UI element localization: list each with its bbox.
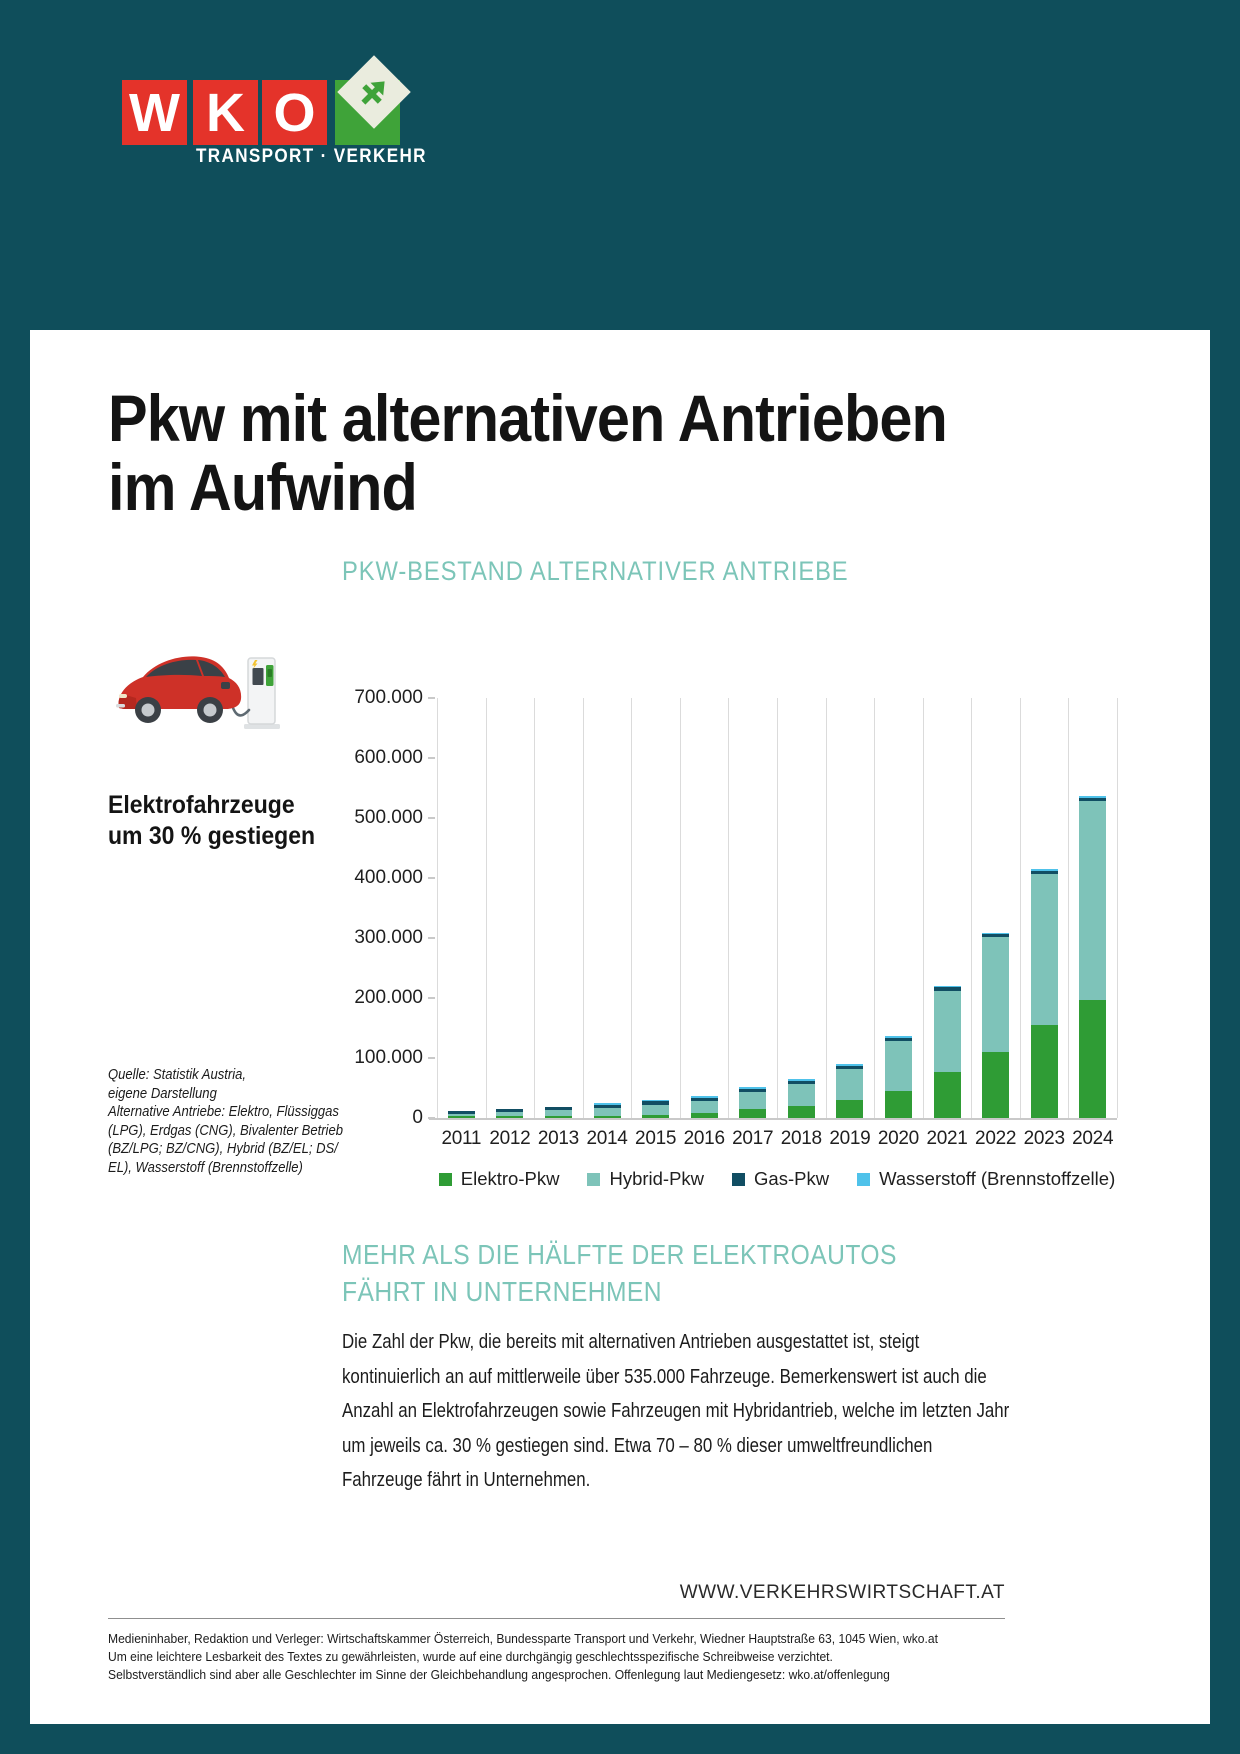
chart-baseline xyxy=(429,1118,1117,1120)
legend-item-Wasserstoff (Brennstoffzelle) xyxy=(857,1168,1115,1190)
wko-logo-letter-w: W xyxy=(122,80,187,145)
bar-segment-Elektro-Pkw xyxy=(982,1052,1009,1118)
chart-gridline xyxy=(680,698,681,1118)
x-axis-label: 2018 xyxy=(780,1128,822,1149)
footer-divider xyxy=(108,1618,1005,1619)
y-axis-label: 600.000 xyxy=(354,747,423,768)
section-heading xyxy=(342,1236,897,1310)
bar-segment-Elektro-Pkw xyxy=(545,1116,572,1118)
bar-2018 xyxy=(788,1079,815,1118)
bar-segment-Hybrid-Pkw xyxy=(594,1108,621,1116)
highlight-text xyxy=(108,790,315,852)
y-axis-tick xyxy=(428,937,435,939)
logo-sub-label: TRANSPORT · VERKEHR xyxy=(196,146,427,167)
chart-gridline xyxy=(437,698,438,1118)
y-axis-label: 500.000 xyxy=(354,807,423,828)
x-axis-label: 2022 xyxy=(975,1128,1017,1149)
legend-item-Hybrid-Pkw xyxy=(587,1168,704,1190)
x-axis-label: 2013 xyxy=(537,1128,579,1149)
bar-segment-Hybrid-Pkw xyxy=(788,1084,815,1106)
x-axis-label: 2014 xyxy=(586,1128,628,1149)
bar-2012 xyxy=(496,1109,523,1118)
y-axis-tick xyxy=(428,1057,435,1059)
bar-segment-Elektro-Pkw xyxy=(448,1116,475,1118)
page-title-line-1: Pkw mit alternativen Antrieben xyxy=(108,381,947,455)
chart-gridline xyxy=(1020,698,1021,1118)
y-axis-tick xyxy=(428,877,435,879)
bar-2017 xyxy=(739,1087,766,1118)
x-axis-label: 2015 xyxy=(635,1128,677,1149)
imprint-line: Selbstverständlich sind aber alle Geschlechter im Sinne der Gleichbehandlung angesprochen. Offenlegung laut Mediengesetz: wko.at/offenlegung xyxy=(108,1667,890,1682)
bar-2024 xyxy=(1079,796,1106,1118)
legend-label: Wasserstoff (Brennstoffzelle) xyxy=(879,1168,1116,1189)
bar-segment-Hybrid-Pkw xyxy=(836,1069,863,1100)
body-paragraph: Die Zahl der Pkw, die bereits mit alternativen Antrieben ausgestattet ist, steigt kontinuierlich an auf mittlerweile über 535.000 Fahrzeuge. Bemerkenswert ist auch die Anzahl an Elektrofahrzeugen sowie Fahrzeugen mit Hybridantrieb, welche im letzten Jahr um jeweils ca. 30 % gestiegen sind. Etwa 70 – 80 % dieser umweltfreundlichen Fahrzeuge fährt in Unternehmen. xyxy=(342,1331,1010,1491)
source-line: eigene Darstellung xyxy=(108,1085,217,1102)
bar-segment-Hybrid-Pkw xyxy=(982,937,1009,1051)
imprint-line: Medieninhaber, Redaktion und Verleger: Wirtschaftskammer Österreich, Bundessparte Transport und Verkehr, Wiedner Hauptstraße 63, 1045 Wien, wko.at xyxy=(108,1631,938,1646)
chart-title: PKW-BESTAND ALTERNATIVER ANTRIEBE xyxy=(342,556,849,586)
bar-segment-Elektro-Pkw xyxy=(739,1109,766,1118)
x-axis-label: 2016 xyxy=(683,1128,725,1149)
chart-gridline xyxy=(826,698,827,1118)
bar-2011 xyxy=(448,1111,475,1118)
y-axis-label: 0 xyxy=(412,1107,423,1128)
y-axis-tick xyxy=(428,697,435,699)
bar-segment-Elektro-Pkw xyxy=(788,1106,815,1119)
bar-2014 xyxy=(594,1103,621,1118)
legend-swatch-icon xyxy=(439,1173,452,1186)
ev-charging-illustration xyxy=(106,628,286,745)
legend-label: Gas-Pkw xyxy=(754,1168,830,1189)
legend-swatch-icon xyxy=(587,1173,600,1186)
chart-legend xyxy=(437,1168,1117,1190)
y-axis-label: 300.000 xyxy=(354,927,423,948)
y-axis-tick xyxy=(428,757,435,759)
x-axis-label: 2021 xyxy=(926,1128,968,1149)
y-axis-tick xyxy=(428,1117,435,1119)
legend-swatch-icon xyxy=(857,1173,870,1186)
bar-segment-Hybrid-Pkw xyxy=(934,991,961,1072)
x-axis-label: 2023 xyxy=(1023,1128,1065,1149)
chart-gridline xyxy=(728,698,729,1118)
y-axis-label: 200.000 xyxy=(354,987,423,1008)
bar-2021 xyxy=(934,986,961,1118)
website-url: WWW.VERKEHRSWIRTSCHAFT.AT xyxy=(679,1582,1005,1603)
ev-car-icon xyxy=(106,628,286,740)
bar-segment-Elektro-Pkw xyxy=(934,1072,961,1118)
legend-item-Gas-Pkw xyxy=(732,1168,829,1190)
bar-2022 xyxy=(982,933,1009,1118)
y-axis-label: 400.000 xyxy=(354,867,423,888)
source-line: (BZ/LPG; BZ/CNG), Hybrid (BZ/EL; DS/ xyxy=(108,1141,338,1157)
bar-segment-Elektro-Pkw xyxy=(691,1113,718,1119)
legend-label: Hybrid-Pkw xyxy=(609,1168,705,1189)
t-arrow-glyph xyxy=(350,68,398,116)
imprint-line: Um eine leichtere Lesbarkeit des Textes zu gewährleisten, wurde auf eine durchgängig geschlechtsspezifische Schreibweise verzichtet. xyxy=(108,1649,833,1664)
source-line: EL), Wasserstoff (Brennstoffzelle) xyxy=(108,1159,303,1176)
x-axis-label: 2020 xyxy=(877,1128,919,1149)
bar-segment-Elektro-Pkw xyxy=(885,1091,912,1118)
bar-segment-Elektro-Pkw xyxy=(1079,1000,1106,1118)
bar-2015 xyxy=(642,1100,669,1118)
chart-gridline xyxy=(1068,698,1069,1118)
chart-gridline xyxy=(777,698,778,1118)
bar-segment-Hybrid-Pkw xyxy=(691,1101,718,1112)
page-title-line-2: im Aufwind xyxy=(108,450,417,524)
y-axis-tick xyxy=(428,997,435,999)
source-line: Quelle: Statistik Austria, xyxy=(108,1067,247,1083)
x-axis-label: 2011 xyxy=(441,1128,482,1149)
wko-logo-letter-k: K xyxy=(193,80,258,145)
bar-segment-Elektro-Pkw xyxy=(836,1100,863,1118)
wko-logo-letter-o: O xyxy=(262,80,327,145)
bar-2020 xyxy=(885,1036,912,1118)
y-axis-tick xyxy=(428,817,435,819)
stacked-bar-chart xyxy=(354,687,1117,1189)
x-axis-label: 2024 xyxy=(1072,1128,1114,1149)
bar-segment-Hybrid-Pkw xyxy=(1079,801,1106,1000)
bar-segment-Hybrid-Pkw xyxy=(642,1105,669,1115)
source-line: (LPG), Erdgas (CNG), Bivalenter Betrieb xyxy=(108,1122,343,1139)
highlight-line-2: um 30 % gestiegen xyxy=(108,822,316,850)
legend-item-Elektro-Pkw xyxy=(439,1168,560,1190)
bar-segment-Hybrid-Pkw xyxy=(739,1092,766,1109)
bar-segment-Elektro-Pkw xyxy=(1031,1025,1058,1118)
bar-segment-Elektro-Pkw xyxy=(496,1116,523,1118)
legend-swatch-icon xyxy=(732,1173,745,1186)
bar-2016 xyxy=(691,1096,718,1118)
content-card xyxy=(30,330,1210,1724)
chart-gridline xyxy=(534,698,535,1118)
chart-gridline xyxy=(923,698,924,1118)
imprint xyxy=(108,1630,945,1684)
legend-label: Elektro-Pkw xyxy=(460,1168,560,1189)
bar-2013 xyxy=(545,1107,572,1118)
section-heading-line-2: FÄHRT IN UNTERNEHMEN xyxy=(342,1276,663,1307)
bar-2023 xyxy=(1031,869,1058,1118)
x-axis-label: 2017 xyxy=(732,1128,774,1149)
page-title xyxy=(108,381,947,524)
chart-gridline xyxy=(874,698,875,1118)
bar-2019 xyxy=(836,1064,863,1118)
bar-segment-Elektro-Pkw xyxy=(642,1115,669,1118)
bar-segment-Hybrid-Pkw xyxy=(885,1041,912,1091)
y-axis-label: 100.000 xyxy=(354,1047,423,1068)
chart-gridline xyxy=(1117,698,1118,1118)
highlight-line-1: Elektrofahrzeuge xyxy=(108,791,295,819)
section-heading-line-1: MEHR ALS DIE HÄLFTE DER ELEKTROAUTOS xyxy=(342,1239,897,1270)
x-axis-label: 2019 xyxy=(829,1128,871,1149)
chart-gridline xyxy=(486,698,487,1118)
y-axis-label: 700.000 xyxy=(354,687,423,708)
chart-gridline xyxy=(631,698,632,1118)
chart-source-note xyxy=(108,1066,343,1177)
x-axis-label: 2012 xyxy=(489,1128,531,1149)
chart-gridline xyxy=(583,698,584,1118)
bar-segment-Elektro-Pkw xyxy=(594,1116,621,1118)
chart-gridline xyxy=(971,698,972,1118)
bar-segment-Hybrid-Pkw xyxy=(1031,874,1058,1025)
source-line: Alternative Antriebe: Elektro, Flüssiggas xyxy=(108,1104,339,1120)
